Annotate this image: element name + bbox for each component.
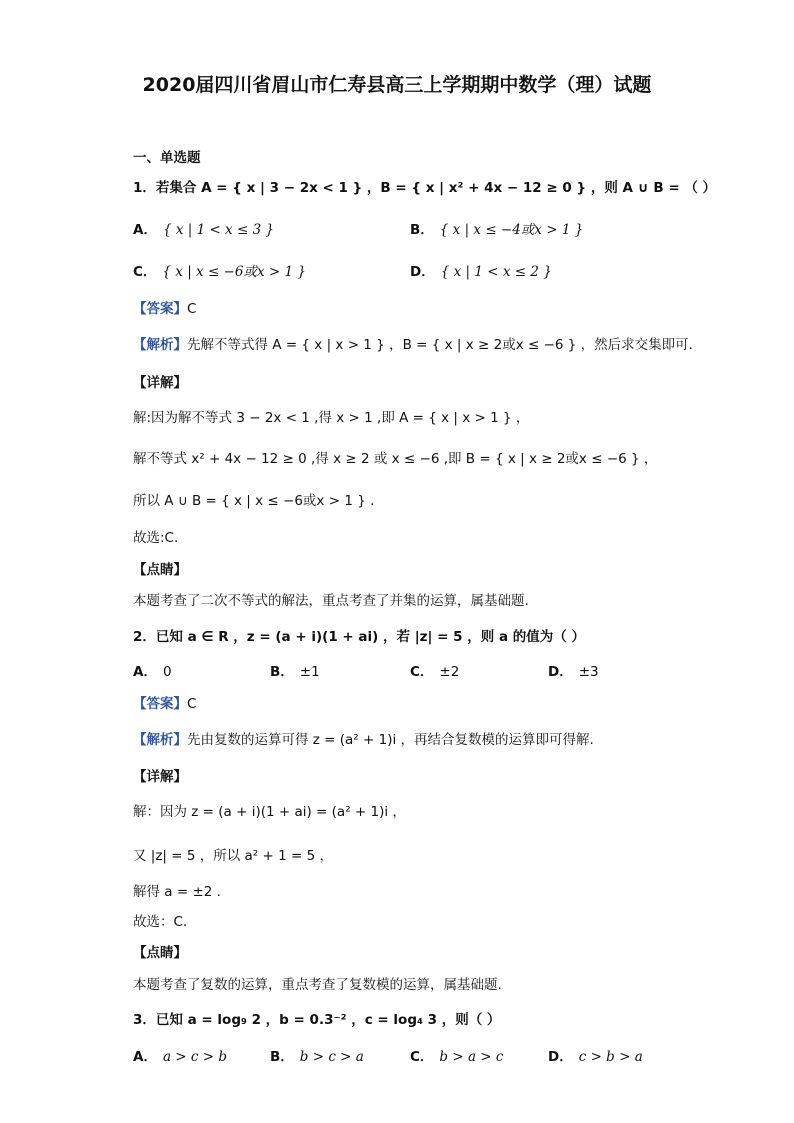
q1-detail-line-3: 所以 A ∪ B = { x | x ≤ −6或x > 1 } . bbox=[133, 493, 375, 509]
q3-option-a bbox=[133, 1045, 227, 1065]
q2-option-c bbox=[410, 660, 459, 680]
option-text: { x | x ≤ −6或x > 1 } bbox=[162, 264, 306, 280]
option-label: C． bbox=[410, 664, 434, 680]
q3-option-b bbox=[270, 1045, 364, 1065]
analysis-tag: 【解析】 bbox=[133, 732, 187, 748]
q1-detail-line-1: 解:因为解不等式 3 − 2x < 1 ,得 x > 1 ,即 A = { x | x > 1 } ， bbox=[133, 410, 530, 426]
q2-option-b bbox=[270, 660, 320, 680]
q2-answer bbox=[133, 692, 196, 712]
option-label: D． bbox=[548, 1049, 573, 1065]
answer-tag: 【答案】 bbox=[133, 696, 187, 712]
option-label: D． bbox=[410, 264, 435, 280]
q1-detail-line-2: 解不等式 x² + 4x − 12 ≥ 0 ,得 x ≥ 2 或 x ≤ −6 ,即 B = { x | x ≥ 2或x ≤ −6 } ， bbox=[133, 451, 658, 467]
q1-detail-line-4: 故选:C. bbox=[133, 530, 179, 546]
option-label: A． bbox=[133, 664, 157, 680]
option-text: 0 bbox=[162, 664, 172, 680]
answer-value: C bbox=[187, 696, 197, 712]
q2-detail-tag: 【详解】 bbox=[133, 769, 187, 785]
answer-tag: 【答案】 bbox=[133, 301, 187, 317]
answer-value: C bbox=[187, 301, 197, 317]
option-text: { x | 1 < x ≤ 2 } bbox=[440, 264, 552, 280]
q2-detail-line-4: 故选：C. bbox=[133, 914, 188, 930]
analysis-tag: 【解析】 bbox=[133, 337, 187, 353]
option-label: B． bbox=[270, 1049, 294, 1065]
q3-option-c bbox=[410, 1045, 503, 1065]
option-label: A． bbox=[133, 222, 157, 238]
q2-analysis bbox=[133, 728, 594, 748]
q1-option-d bbox=[410, 260, 552, 280]
question-2-stem: 2．已知 a ∈ R ，z = (a + i)(1 + ai) ，若 |z| = 5 ，则 a 的值为（ ） bbox=[133, 629, 585, 645]
option-text: c > b > a bbox=[578, 1049, 643, 1065]
option-text: ±3 bbox=[578, 664, 599, 680]
q2-comment: 本题考查了复数的运算，重点考查了复数模的运算，属基础题. bbox=[133, 977, 502, 993]
q1-comment: 本题考查了二次不等式的解法，重点考查了并集的运算，属基础题. bbox=[133, 593, 529, 609]
q2-comment-tag: 【点睛】 bbox=[133, 945, 187, 961]
q2-detail-line-3: 解得 a = ±2 . bbox=[133, 884, 221, 900]
option-text: { x | 1 < x ≤ 3 } bbox=[162, 222, 275, 238]
q2-detail-line-2: 又 |z| = 5 ，所以 a² + 1 = 5 ， bbox=[133, 848, 333, 864]
option-text: b > c > a bbox=[299, 1049, 364, 1065]
question-3-stem: 3．已知 a = log₉ 2 ，b = 0.3⁻² ，c = log₄ 3 ，则（ ） bbox=[133, 1012, 501, 1028]
q1-option-c bbox=[133, 260, 306, 280]
option-label: C． bbox=[133, 264, 157, 280]
page-title: 2020届四川省眉山市仁寿县高三上学期期中数学（理）试题 bbox=[142, 74, 652, 96]
option-text: ±1 bbox=[299, 664, 320, 680]
section-heading: 一、单选题 bbox=[133, 150, 201, 166]
q1-detail-tag: 【详解】 bbox=[133, 375, 187, 391]
analysis-text: 先由复数的运算可得 z = (a² + 1)i ，再结合复数模的运算即可得解. bbox=[187, 732, 594, 748]
q1-option-a bbox=[133, 218, 274, 238]
option-label: B． bbox=[270, 664, 294, 680]
q1-answer bbox=[133, 297, 196, 317]
q1-analysis bbox=[133, 333, 693, 353]
option-text: { x | x ≤ −4或x > 1 } bbox=[439, 222, 584, 238]
option-text: ±2 bbox=[439, 664, 460, 680]
option-label: B． bbox=[410, 222, 434, 238]
q1-comment-tag: 【点睛】 bbox=[133, 562, 187, 578]
q3-option-d bbox=[548, 1045, 643, 1065]
q2-option-a bbox=[133, 660, 172, 680]
analysis-text: 先解不等式得 A = { x | x > 1 } ，B = { x | x ≥ 2或x ≤ −6 } ，然后求交集即可. bbox=[187, 337, 693, 353]
option-label: A． bbox=[133, 1049, 157, 1065]
q1-option-b bbox=[410, 218, 583, 238]
option-text: b > a > c bbox=[439, 1049, 504, 1065]
option-label: C． bbox=[410, 1049, 434, 1065]
question-1-stem: 1．若集合 A = { x | 3 − 2x < 1 } ，B = { x | x² + 4x − 12 ≥ 0 } ，则 A ∪ B = （ ） bbox=[133, 180, 717, 196]
q2-option-d bbox=[548, 660, 599, 680]
option-text: a > c > b bbox=[162, 1049, 227, 1065]
q2-detail-line-1: 解：因为 z = (a + i)(1 + ai) = (a² + 1)i ， bbox=[133, 804, 406, 820]
option-label: D． bbox=[548, 664, 573, 680]
